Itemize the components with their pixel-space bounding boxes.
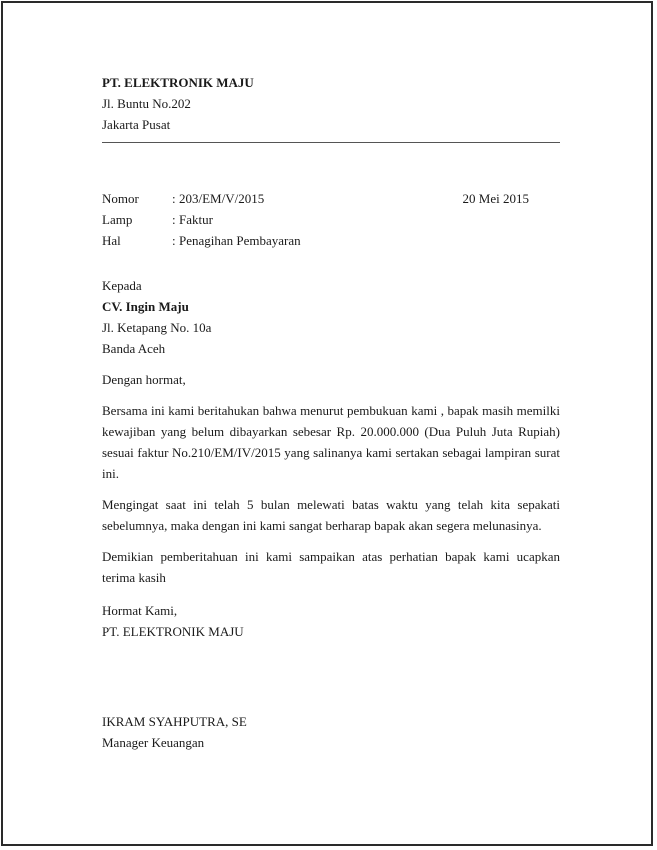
letterhead-company: PT. ELEKTRONIK MAJU (102, 75, 254, 90)
letterhead-divider (102, 142, 560, 143)
hal-value: Penagihan Pembayaran (179, 233, 301, 248)
recipient-city: Banda Aceh (102, 341, 166, 356)
body-paragraph-1: Bersama ini kami beritahukan bahwa menurut pembukuan kami , bapak masih memilki kewajiban yang belum dibayarkan sebesar Rp. 20.000.000 (Dua Puluh Juta Rupiah) sesuai faktur No.210/EM/IV/2015 yang salinanya kami sertakan sebagai lampiran surat ini. (102, 403, 560, 481)
letter-content (102, 72, 560, 753)
nomor-colon: : (172, 191, 176, 206)
body-paragraph-3: Demikian pemberitahuan ini kami sampaikan atas perhatian bapak kami ucapkan terima kasih (102, 549, 560, 585)
letter-meta (102, 188, 560, 251)
signer-name: IKRAM SYAHPUTRA, SE (102, 714, 247, 729)
lamp-value: Faktur (179, 212, 213, 227)
closing-company: PT. ELEKTRONIK MAJU (102, 624, 244, 639)
body-paragraph-2: Mengingat saat ini telah 5 bulan melewati batas waktu yang telah kita sepakati sebelumnya, maka dengan ini kami sangat berharap bapak akan segera melunasinya. (102, 497, 560, 533)
signer-title: Manager Keuangan (102, 735, 205, 750)
nomor-value: 203/EM/V/2015 (179, 191, 265, 206)
recipient-address: Jl. Ketapang No. 10a (102, 320, 212, 335)
lamp-colon: : (172, 212, 176, 227)
letter-date: 20 Mei 2015 (462, 191, 529, 206)
salutation: Dengan hormat, (102, 372, 186, 387)
hal-colon: : (172, 233, 176, 248)
recipient-name: CV. Ingin Maju (102, 299, 189, 314)
recipient-kepada: Kepada (102, 278, 142, 293)
nomor-label: Nomor (102, 191, 139, 206)
letterhead-city: Jakarta Pusat (102, 117, 171, 132)
lamp-label: Lamp (102, 212, 133, 227)
meta-row-hal (102, 230, 560, 251)
hal-label: Hal (102, 233, 121, 248)
recipient-block (102, 275, 560, 359)
meta-row-lamp (102, 209, 560, 230)
letterhead-address: Jl. Buntu No.202 (102, 96, 191, 111)
closing-regards: Hormat Kami, (102, 603, 178, 618)
signer-block (102, 711, 560, 753)
closing-block (102, 600, 560, 642)
